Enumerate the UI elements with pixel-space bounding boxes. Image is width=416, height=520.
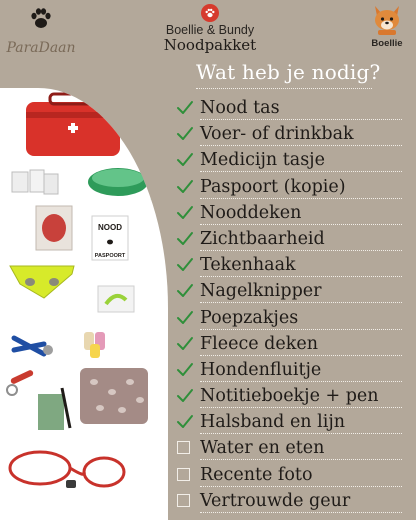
checkmark-icon (176, 362, 194, 378)
item-divider (200, 355, 402, 356)
paw-icon (28, 6, 54, 32)
paw-badge-icon (201, 4, 219, 22)
item-divider (200, 329, 402, 330)
checkmark-icon (176, 388, 194, 404)
checklist-item[interactable] (172, 201, 408, 227)
checklist-item-label: Recente foto (200, 464, 313, 485)
checkmark-icon (176, 414, 194, 430)
reflective-bandana-icon (10, 266, 74, 298)
header-subtitle: Boellie & Bundy (165, 23, 255, 37)
checklist-item[interactable] (172, 332, 408, 358)
boellie-label: Boellie (371, 38, 403, 49)
item-divider (200, 145, 402, 146)
checkmark-icon (176, 126, 194, 142)
checklist-item[interactable] (172, 253, 408, 279)
checklist-item-label: Fleece deken (200, 333, 318, 354)
boellie-logo (362, 2, 412, 49)
poop-bags-icon (84, 332, 105, 358)
leash-clip-icon (66, 480, 76, 488)
svg-text:PASPOORT: PASPOORT (94, 253, 126, 259)
checklist-item-label: Halsband en lijn (200, 412, 346, 433)
item-divider (200, 512, 402, 513)
item-divider (200, 486, 402, 487)
checkmark-icon (176, 152, 194, 168)
emergency-blanket-icon (36, 206, 72, 250)
item-divider (200, 433, 402, 434)
item-divider (200, 459, 402, 460)
checklist-item-label: Notitieboekje + pen (200, 386, 379, 407)
checklist-item-label: Paspoort (kopie) (200, 176, 346, 197)
checklist-item[interactable] (172, 122, 408, 148)
brand-name: ParaDaan (6, 40, 76, 56)
notebook-icon (38, 388, 70, 430)
item-divider (200, 250, 402, 251)
checklist-item-label: Vertrouwde geur (200, 490, 351, 511)
item-divider (200, 407, 402, 408)
checkmark-icon (176, 231, 194, 247)
item-divider (200, 302, 402, 303)
item-divider (200, 171, 402, 172)
svg-text:NOOD: NOOD (98, 223, 122, 232)
checklist-item[interactable] (172, 358, 408, 384)
checklist-item[interactable] (172, 306, 408, 332)
supplies-checklist (172, 96, 408, 515)
item-divider (200, 198, 402, 199)
checklist-item[interactable] (172, 384, 408, 410)
fleece-blanket-icon (80, 368, 148, 424)
checklist-item-label: Poepzakjes (200, 307, 299, 328)
checkmark-icon (176, 179, 194, 195)
fox-mascot-icon (369, 2, 405, 36)
passport-card-icon (92, 216, 128, 260)
checkmark-icon (176, 310, 194, 326)
medicine-pouch-icon (12, 170, 58, 194)
checklist-item[interactable] (172, 175, 408, 201)
checklist-item[interactable] (172, 463, 408, 489)
page-header (140, 4, 280, 53)
supplies-photo-panel (0, 88, 168, 520)
checklist-item-label: Voer- of drinkbak (200, 124, 354, 145)
brand-logo (0, 4, 82, 56)
checklist-item[interactable] (172, 279, 408, 305)
checklist-item-label: Water en eten (200, 438, 325, 459)
checkmark-icon (176, 205, 194, 221)
item-divider (200, 276, 402, 277)
nail-clipper-icon (14, 338, 53, 355)
checklist-item[interactable] (172, 148, 408, 174)
header-title: Noodpakket (163, 36, 257, 54)
checklist-item-label: Nagelknipper (200, 281, 322, 302)
checklist-item[interactable] (172, 436, 408, 462)
first-aid-bag-icon (26, 94, 120, 156)
checklist-item[interactable] (172, 227, 408, 253)
checklist-item-label: Medicijn tasje (200, 150, 325, 171)
checklist-item-label: Zichtbaarheid (200, 228, 325, 249)
empty-checkbox-icon[interactable] (177, 441, 190, 454)
empty-checkbox-icon[interactable] (177, 468, 190, 481)
checklist-item-label: Hondenfluitje (200, 359, 322, 380)
checklist-item[interactable] (172, 489, 408, 515)
item-divider (200, 381, 402, 382)
dog-whistle-icon (7, 369, 34, 395)
checklist-heading: Wat heb je nodig? (196, 60, 381, 84)
heading-divider (196, 88, 372, 89)
empty-checkbox-icon[interactable] (177, 494, 190, 507)
checklist-item-label: Tekenhaak (200, 255, 296, 276)
tick-hook-icon (98, 286, 134, 312)
checkmark-icon (176, 100, 194, 116)
dog-bowl-icon (88, 168, 154, 200)
checkmark-icon (176, 336, 194, 352)
checkmark-icon (176, 283, 194, 299)
checklist-item-label: Nood tas (200, 98, 280, 118)
item-divider (200, 224, 402, 225)
checklist-item-label: Nooddeken (200, 202, 302, 223)
item-divider (200, 119, 402, 120)
checklist-item[interactable] (172, 96, 408, 122)
checklist-item[interactable] (172, 410, 408, 436)
supplies-illustration (0, 88, 168, 520)
checkmark-icon (176, 257, 194, 273)
